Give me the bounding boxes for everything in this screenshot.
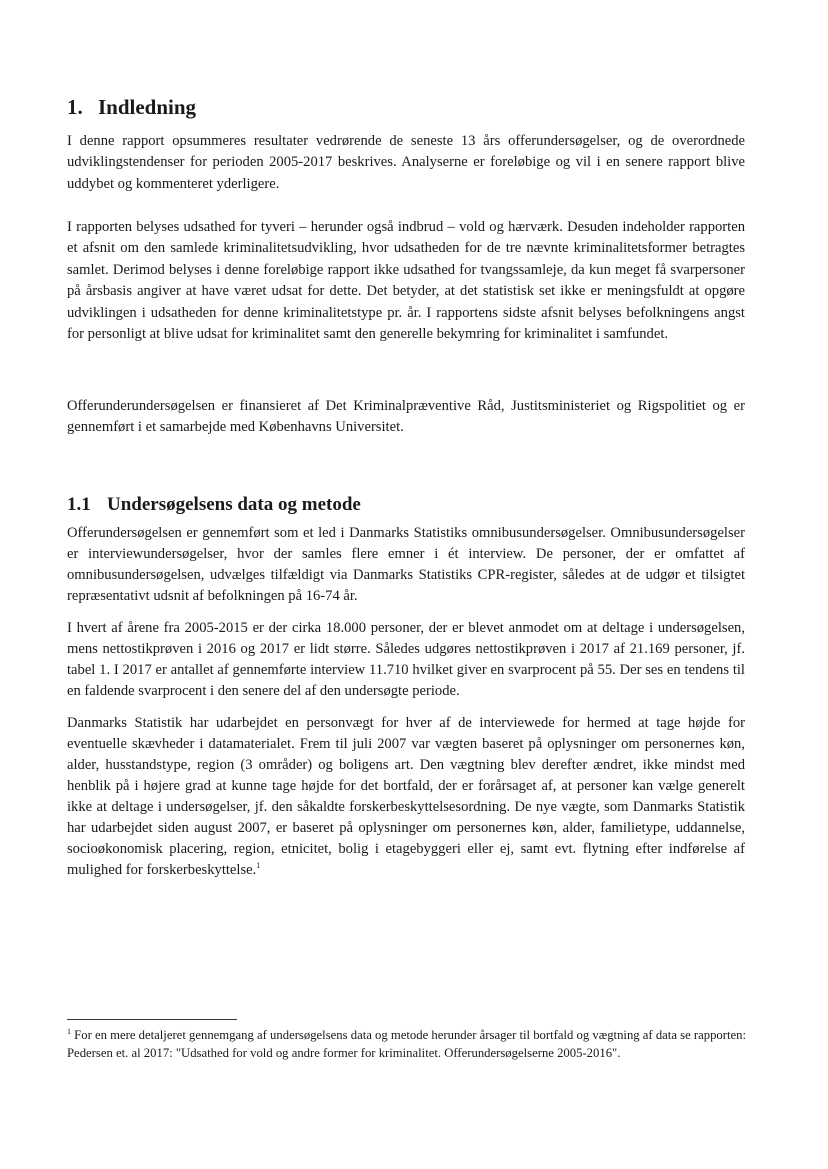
method-paragraph-3-text: Danmarks Statistik har udarbejdet en personvægt for hver af de interviewede for hermed at tage højde for eventuelle skævheder i datamaterialet. Frem til juli 2007 var vægten baseret på oplysninger om personernes køn, alder, husstandstype, region (3 områder) og boligens art. Den vægtning blev derefter ændret, ikke mindst med henblik på i højere grad at kunne tage højde for det bortfald, der er forårsaget af, at personer kan vælge generelt ikke at deltage i undersøgelser, jf. den såkaldte forskerbeskyttelsesordning. De nye vægte, som Danmarks Statistik har udarbejdet siden august 2007, er baseret på oplysninger om personernes køn, alder, familietype, uddannelse, socioøkonomisk placering, region, etnicitet, bolig i etagebyggeri eller ej, samt evt. flytning efter indførelse af mulighed for forskerbeskyttelse. [67,715,745,878]
footnote-separator [67,1019,237,1020]
method-paragraph-3 [67,713,745,881]
section-number: 1. [67,95,83,119]
subsection-number: 1.1 [67,494,91,515]
intro-paragraph-1: I denne rapport opsummeres resultater vedrørende de seneste 13 års offerundersøgelser, og de overordnede udviklingstendenser for perioden 2005-2017 beskrives. Analyserne er foreløbige og vil i en senere rapport blive uddybet og kommenteret yderligere. [67,133,745,192]
section-heading-data-method [67,494,361,516]
method-paragraph-1: Offerundersøgelsen er gennemført som et led i Danmarks Statistiks omnibusundersøgelser. Omnibusundersøgelser er interviewundersøgelser, hvor der samles flere emner i ét interview. De personer, der er omfattet af omnibusundersøgelsen, udvælges tilfældigt via Danmarks Statistiks CPR-register, således at de udgør et tilsigtet repræsentativt udsnit af befolkningen på 16-74 år. [67,525,745,604]
footnote-reference: 1 [256,861,261,871]
footnote-text: For en mere detaljeret gennemgang af undersøgelsens data og metode herunder årsager til bortfald og vægtning af data se rapporten: Pedersen et. al 2017: "Udsathed for vold og andre former for kriminalitet. Offerundersøgelserne 2005-2016". [67,1028,747,1060]
intro-paragraph-3: Offerunderundersøgelsen er finansieret af Det Kriminalpræventive Råd, Justitsministeriet og Rigspolitiet og er gennemført i et samarbejde med Københavns Universitet. [67,398,745,436]
intro-paragraph-2: I rapporten belyses udsathed for tyveri – herunder også indbrud – vold og hærværk. Desuden indeholder rapporten et afsnit om den samlede kriminalitetsudvikling, hvor udsatheden for de tre nævnte kriminalitetsformer betragtes samlet. Derimod belyses i denne foreløbige rapport ikke udsathed for tvangssamleje, da kun meget få svarpersoner på årsbasis angiver at have været udsat for dette. Det betyder, at det statistisk set ikke er meningsfuldt at opgøre udviklingen i udsatheden for denne kriminalitetstype pr. år. I rapportens sidste afsnit belyses befolkningens angst for personligt at blive udsat for kriminalitet samt den generelle bekymring for kriminalitet i samfundet. [67,219,745,343]
footnote [67,1027,747,1062]
section-title: Indledning [98,95,197,119]
subsection-title: Undersøgelsens data og metode [107,494,361,515]
footnote-marker: 1 [67,1026,71,1036]
section-heading-introduction [67,95,196,120]
method-paragraph-2: I hvert af årene fra 2005-2015 er der cirka 18.000 personer, der er blevet anmodet om at deltage i undersøgelsen, mens nettostikprøven i 2016 og 2017 er lidt større. Således udgøres nettostikprøven i 2017 af 21.169 personer, jf. tabel 1. I 2017 er antallet af gennemførte interview 11.710 hvilket giver en svarprocent på 55. Der ses en tendens til en faldende svarprocent i den senere del af den undersøgte periode. [67,620,745,699]
